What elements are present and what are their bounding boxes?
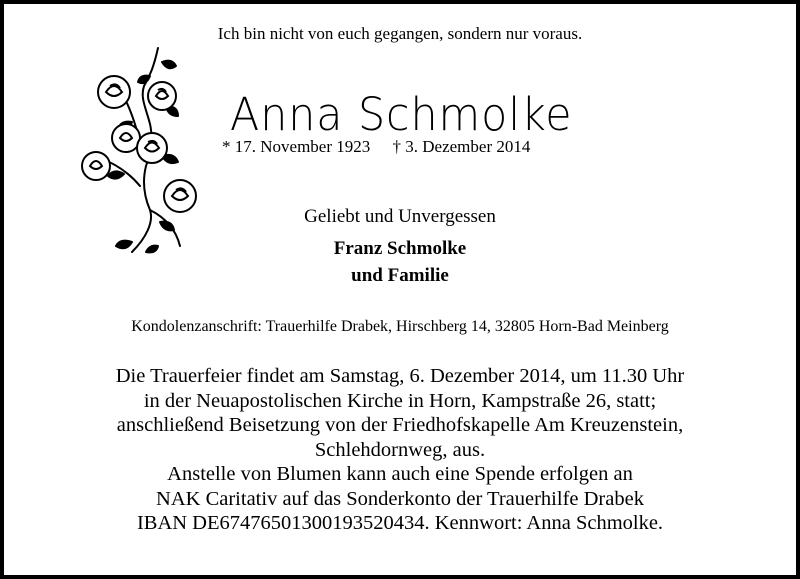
motto-text: Ich bin nicht von euch gegangen, sondern nur voraus. (217, 24, 583, 43)
details-line: in der Neuapostolischen Kirche in Horn, Kampstraße 26, statt; (143, 389, 657, 412)
signer-name: Franz Schmolke (333, 238, 467, 259)
details-line: IBAN DE67476501300193520434. Kennwort: Anna Schmolke. (136, 512, 664, 534)
greeting-text: Geliebt und Unvergessen (304, 206, 496, 227)
details-line: Die Trauerfeier findet am Samstag, 6. Dezember 2014, um 11.30 Uhr (115, 365, 685, 387)
details-line: Anstelle von Blumen kann auch eine Spende erfolgen an (167, 463, 633, 485)
deceased-name: Anna Schmolke (230, 88, 573, 141)
life-dates (222, 137, 530, 157)
death-date: † 3. Dezember 2014 (392, 137, 531, 156)
birth-date: * 17. November 1923 (222, 137, 371, 156)
details-line: Schlehdornweg, aus. (314, 438, 486, 461)
details-line: NAK Caritativ auf das Sonderkonto der Trauerhilfe Drabek (156, 487, 644, 510)
funeral-details (4, 364, 796, 536)
rose-branch-icon (80, 46, 206, 264)
details-line: anschließend Beisetzung von der Friedhofskapelle Am Kreuzenstein, (116, 414, 684, 436)
condolence-address: Kondolenzanschrift: Trauerhilfe Drabek, Hirschberg 14, 32805 Horn-Bad Meinberg (131, 318, 669, 335)
signer-family: und Familie (351, 265, 449, 286)
